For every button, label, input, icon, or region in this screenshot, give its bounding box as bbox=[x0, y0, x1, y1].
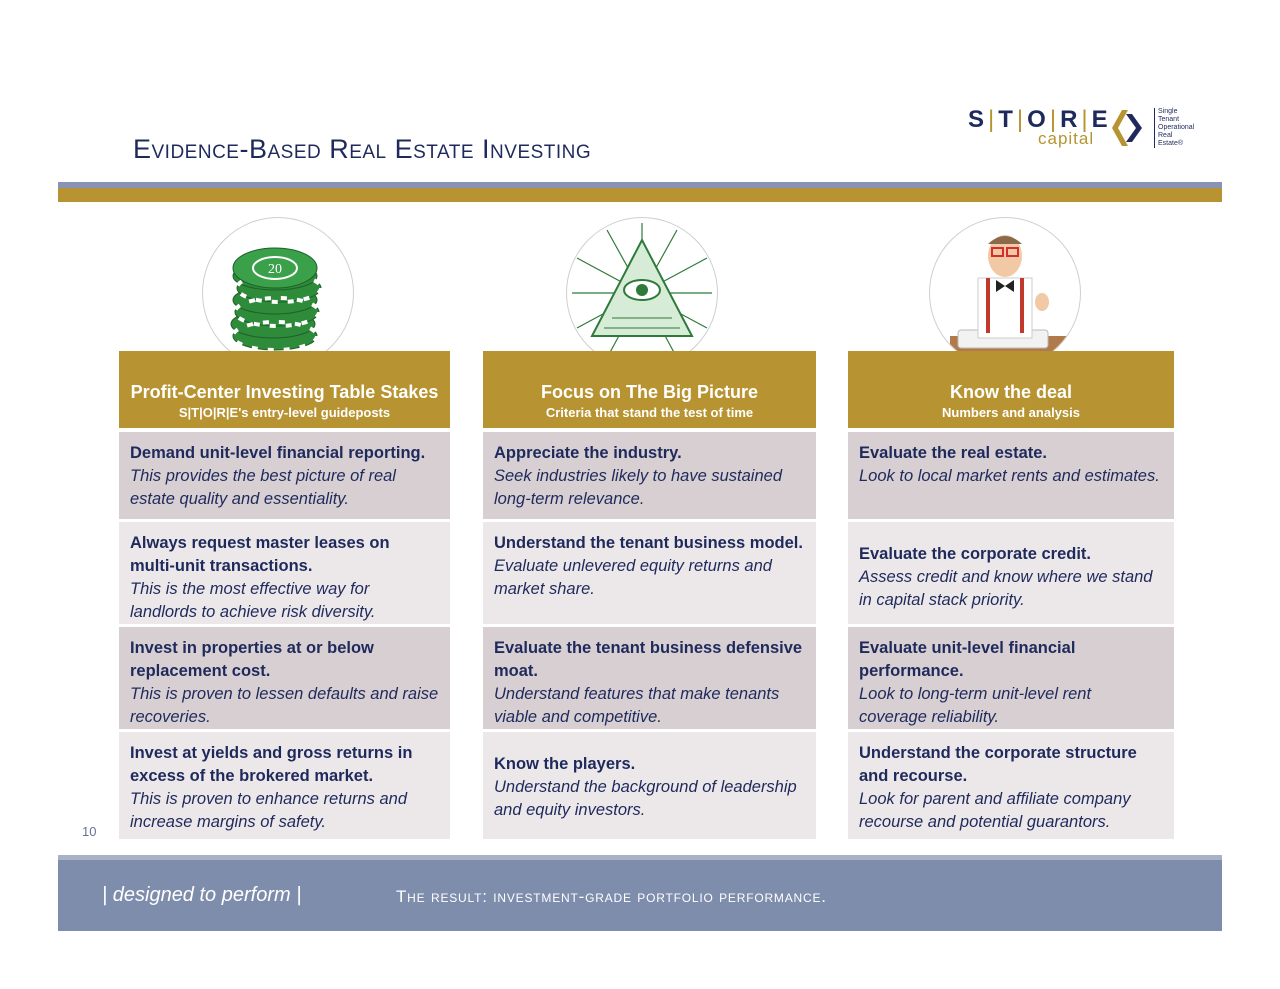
svg-text:20: 20 bbox=[268, 262, 282, 277]
column-header bbox=[848, 351, 1174, 428]
store-capital-logo bbox=[968, 106, 1198, 152]
footer-tagline: | designed to perform | bbox=[102, 884, 302, 906]
column-big-picture bbox=[483, 351, 816, 819]
criteria-cell: Invest in properties at or below replacement cost. This is proven to lessen defaults and raise recoveries. bbox=[119, 627, 450, 729]
logo-capital: capital bbox=[1038, 129, 1095, 148]
header-rule-gold bbox=[58, 188, 1222, 202]
logo-chevron-icon bbox=[1108, 108, 1144, 148]
criteria-cell: Invest at yields and gross returns in excess of the brokered market. This is proven to enhance returns and increase margins of safety. bbox=[119, 732, 450, 839]
poker-chips-icon bbox=[202, 217, 354, 369]
criteria-cell: Understand the corporate structure and recourse. Look for parent and affiliate company recourse and potential guarantors. bbox=[848, 732, 1174, 839]
column-subheading: Numbers and analysis bbox=[942, 405, 1080, 420]
criteria-cell: Evaluate the tenant business defensive moat. Understand features that make tenants viable and competitive. bbox=[483, 627, 816, 729]
criteria-cell: Appreciate the industry. Seek industries likely to have sustained long-term relevance. bbox=[483, 432, 816, 519]
column-subheading: Criteria that stand the test of time bbox=[545, 405, 754, 420]
logo-wordmark: S | T | O | R | E bbox=[968, 106, 1109, 133]
footer-result: The result: investment-grade portfolio performance. bbox=[396, 887, 827, 906]
footer-band bbox=[58, 860, 1222, 931]
page-number: 10 bbox=[82, 824, 97, 839]
column-heading: Profit-Center Investing Table Stakes bbox=[130, 382, 439, 402]
criteria-cell: Know the players. Understand the background of leadership and equity investors. bbox=[483, 732, 816, 839]
criteria-cell: Demand unit-level financial reporting. This provides the best picture of real estate quality and essentiality. bbox=[119, 432, 450, 519]
column-heading: Focus on The Big Picture bbox=[540, 382, 759, 402]
criteria-cell: Evaluate unit-level financial performance. Look to long-term unit-level rent coverage reliability. bbox=[848, 627, 1174, 729]
criteria-cell: Always request master leases on multi-unit transactions. This is the most effective way for landlords to achieve risk diversity. bbox=[119, 522, 450, 624]
eye-pyramid-icon bbox=[566, 217, 718, 369]
column-table-stakes bbox=[119, 351, 450, 831]
criteria-cell: Evaluate the corporate credit. Assess credit and know where we stand in capital stack priority. bbox=[848, 522, 1174, 624]
column-know-the-deal bbox=[848, 351, 1174, 831]
column-header bbox=[483, 351, 816, 428]
column-subheading: S|T|O|R|E's entry-level guideposts bbox=[178, 405, 391, 420]
nerd-typing-icon bbox=[929, 217, 1081, 369]
criteria-cell: Understand the tenant business model. Evaluate unlevered equity returns and market share. bbox=[483, 522, 816, 624]
page-title: Evidence-Based Real Estate Investing bbox=[133, 134, 592, 164]
column-heading: Know the deal bbox=[949, 382, 1072, 402]
criteria-cell: Evaluate the real estate. Look to local market rents and estimates. bbox=[848, 432, 1174, 519]
column-header bbox=[119, 351, 450, 428]
logo-tagline: Single Tenant Operational Real Estate® bbox=[1154, 108, 1194, 148]
